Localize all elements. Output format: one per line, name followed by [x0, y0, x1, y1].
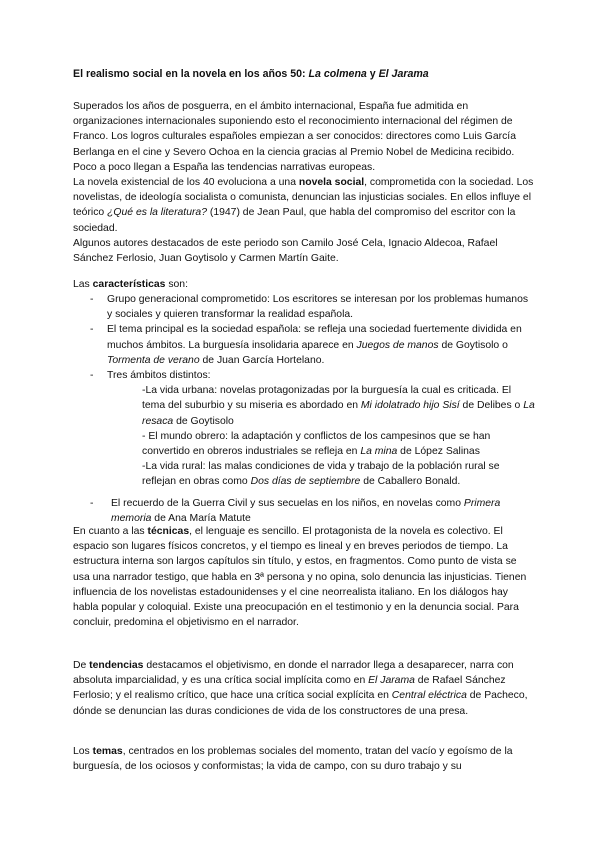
item4-text-a: El recuerdo de la Guerra Civil y sus secuelas en los niños, en novelas como: [111, 497, 464, 509]
sub-item-rural: [107, 459, 535, 489]
list-item: [73, 322, 535, 368]
sub1-work-2: La resaca: [142, 400, 535, 427]
tecnicas-bold: técnicas: [147, 526, 190, 537]
item3-label: - Tres ámbitos distintos:: [107, 370, 211, 382]
caracteristicas-heading: [73, 277, 535, 292]
intro-section: [73, 99, 535, 266]
tendencias-work-2: Central eléctrica: [391, 690, 467, 702]
intro-p2-work: ¿Qué es la literatura?: [107, 207, 207, 219]
item2-text-c: de Juan García Hortelano.: [199, 354, 325, 366]
intro-p2-text-c: (1947) de Jean Paul, que habla del compromiso del escritor con la sociedad.: [73, 207, 516, 234]
tendencias-text-c: de Rafael Sánchez Ferlosio; y el realismo crítico, que hace una crítica social explícita en: [73, 675, 506, 702]
tendencias-work-1: El Jarama: [368, 675, 415, 687]
temas-text-b: , centrados en los problemas sociales del momento, tratan del vacío y egoísmo de la burguesía, de los ociosos y conformistas; la vida de campo, con su duro trabajo y su: [73, 746, 513, 773]
item4-text-b: de Ana María Matute: [151, 512, 251, 524]
temas-paragraph: [73, 744, 535, 774]
sub2-text-b: de López Salinas: [397, 446, 480, 458]
car-lead-a: Las: [73, 279, 93, 290]
car-lead-bold: características: [92, 279, 166, 290]
document-title: [73, 67, 535, 82]
tendencias-paragraph: [73, 658, 535, 719]
intro-p2-text-a: La novela existencial de los 40 evoluciona a una: [73, 177, 299, 189]
sub-item-urbana: [107, 383, 535, 429]
intro-p2-text-b: , comprometida con la sociedad. Los novelistas, de ideología socialista o comunista, denuncian las injusticias sociales. En ellos influye el teórico: [73, 177, 534, 219]
sub2-text-a: - El mundo obrero: la adaptación y conflictos de los campesinos que se han convertido en obreros industriales se refleja en: [142, 430, 491, 458]
tecnicas-paragraph: [73, 524, 535, 630]
intro-paragraph-1: Superados los años de posguerra, en el ámbito internacional, España fue admitida en organizaciones internacionales suponiendo esto el reconocimiento internacional del régimen de Franco. Los logros culturales españoles empiezan a ser conocidos: directores como Luis García Berlanga en el cine y Severo Ochoa en la ciencia gracias al Premio Nobel de Medicina recibido. Poco a poco llegan a España las tendencias narrativas europeas.: [73, 101, 516, 173]
title-work-la-colmena: La colmena: [308, 68, 367, 80]
sub3-work: Dos días de septiembre: [250, 476, 361, 488]
item2-work-2: Tormenta de verano: [107, 354, 200, 366]
tecnicas-text-a: En cuanto a las: [73, 526, 148, 537]
title-join: y: [366, 68, 379, 80]
intro-paragraph-2: [73, 175, 535, 236]
sub3-text-a: -La vida rural: las malas condiciones de vida y trabajo de la población rural se reflejan en obras como: [142, 461, 500, 488]
list-item: - Grupo generacional comprometido: Los escritores se interesan por los problemas humanos y sociales y quieren transformar la realidad española.: [73, 292, 535, 322]
sub1-text-a: -La vida urbana: novelas protagonizadas por la burguesía la cual es criticada. El tema del suburbio y su miseria es abordado en: [142, 385, 512, 412]
title-prefix: El realismo social en la novela en los años 50:: [73, 68, 309, 80]
caracteristicas-list: [73, 292, 535, 526]
sub1-text-b: de Delibes o: [459, 400, 524, 412]
list-item: [73, 368, 535, 490]
item2-text-a: El tema principal es la sociedad española: se refleja una sociedad fuertemente dividida en muchos ámbitos. La burguesía insolidaria aparece en: [107, 324, 522, 351]
car-lead-b: son:: [165, 279, 188, 290]
tendencias-text-a: De: [73, 660, 90, 671]
tendencias-text-b: destacamos el objetivismo, en donde el narrador llega a desaparecer, narra con absoluta imparcialidad, y es una crítica social implícita como en: [73, 660, 514, 687]
intro-p2-bold: novela social: [298, 177, 365, 189]
sub1-work-1: Mi idolatrado hijo Sisí: [360, 400, 460, 412]
tendencias-text-d: de Pacheco, dónde se denuncian las duras condiciones de vida de los constructores de una presa.: [73, 690, 528, 717]
temas-text-a: Los: [73, 746, 93, 757]
sub2-work: La mina: [360, 446, 398, 458]
temas-bold: temas: [92, 746, 123, 757]
sub1-text-c: de Goytisolo: [173, 415, 234, 427]
title-work-el-jarama: El Jarama: [378, 68, 429, 80]
sub3-text-b: de Caballero Bonald.: [360, 476, 461, 488]
tecnicas-text-b: , el lenguaje es sencillo. El protagonista de la novela es colectivo. El espacio son lugares físicos concretos, y el tiempo es lineal y en breves periodos de tiempo. La estructura interna son largos capítulos sin título, y estos, en fragmentos. Como punto de vista se usa una narrador testigo, que habla en 3ª persona y no opina, solo denuncia las injusticias. Tienen influencia de los novelistas estadounidenses y el cine neorrealista italiano. En los diálogos hay habla popular y coloquial. Existe una preocupación en el testimonio y en la denuncia social. Para concluir, predomina el objetivismo en el narrador.: [73, 526, 527, 629]
tendencias-bold: tendencias: [89, 660, 144, 671]
item2-text-b: de Goytisolo o: [438, 339, 508, 351]
item4-work: Primera memoria: [111, 497, 501, 524]
sub-item-obrero: [107, 429, 535, 459]
item2-work-1: Juegos de manos: [356, 339, 439, 351]
list-item: [73, 496, 535, 526]
intro-paragraph-3: Algunos autores destacados de este periodo son Camilo José Cela, Ignacio Aldecoa, Rafael Sánchez Ferlosio, Juan Goytisolo y Carmen Martín Gaite.: [73, 237, 498, 265]
